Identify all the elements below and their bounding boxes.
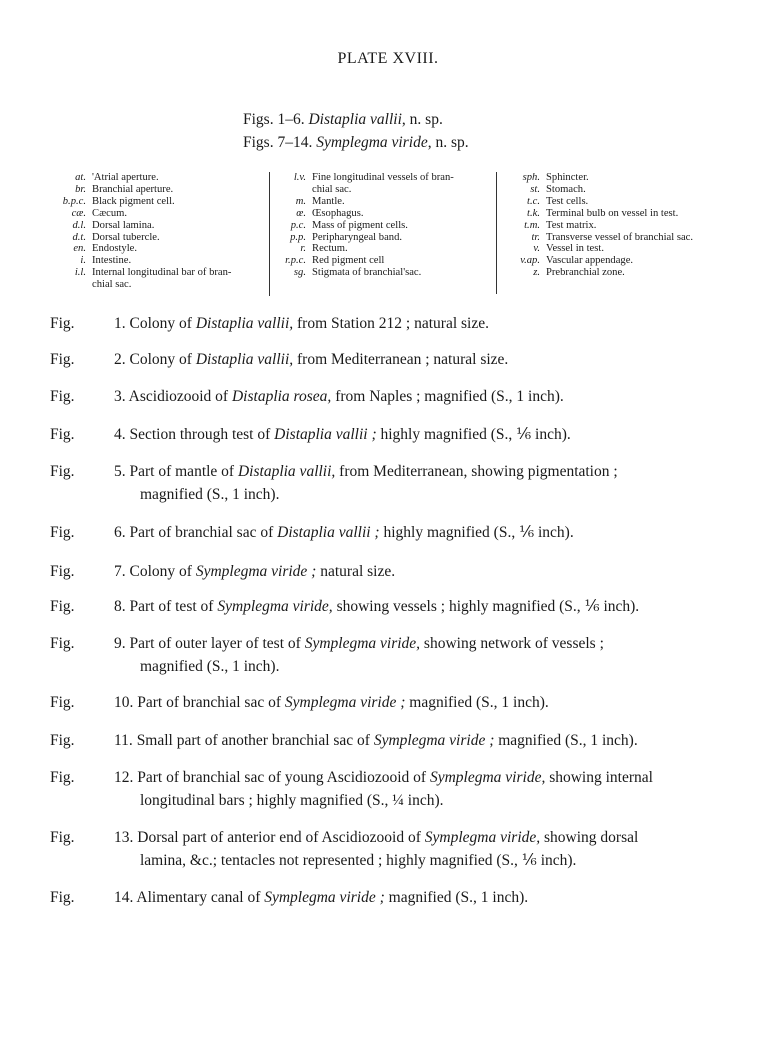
figure-number: 12. xyxy=(114,769,134,786)
abbreviation-key: cæ. xyxy=(71,207,86,219)
figure-number: 7. xyxy=(114,563,126,580)
figure-number: 13. xyxy=(114,829,134,846)
abbreviation-entry xyxy=(40,255,270,267)
abbreviation-key: t.m. xyxy=(524,219,540,231)
figure-label: Fig. xyxy=(50,524,75,541)
figure-desc-pre: Dorsal part of anterior end of Ascidiozooid of xyxy=(137,829,425,846)
abbreviation-entry xyxy=(490,255,730,267)
abbreviation-key: r.p.c. xyxy=(285,255,306,267)
figure-caption xyxy=(50,595,740,618)
abbreviations-column-2 xyxy=(274,172,494,279)
abbreviation-entry xyxy=(40,208,270,220)
figure-desc-pre: Section through test of xyxy=(129,426,275,443)
abbreviation-value: Vascular appendage. xyxy=(546,255,634,267)
figure-label: Fig. xyxy=(50,769,75,786)
figure-label: Fig. xyxy=(50,563,75,580)
figure-text xyxy=(114,691,740,714)
abbreviation-value: 'Atrial aperture. xyxy=(92,172,159,183)
abbreviation-entry xyxy=(490,196,730,208)
figure-species: Distaplia vallii, xyxy=(195,315,294,332)
figure-desc-post: highly magnified (S., ⅙ inch). xyxy=(376,426,571,443)
figure-desc-post: from Mediterranean ; natural size. xyxy=(293,351,509,368)
abbreviation-value: Test cells. xyxy=(546,195,589,207)
figure-species: Distaplia vallii, xyxy=(195,351,294,368)
figure-number: 6. xyxy=(114,524,126,541)
figure-text xyxy=(114,385,740,408)
figure-text xyxy=(114,632,740,678)
species-name: Symplegma viride xyxy=(316,134,428,151)
figure-text xyxy=(114,729,740,752)
abbreviation-entry xyxy=(274,172,494,184)
figure-desc-pre: Part of branchial sac of xyxy=(129,524,278,541)
abbreviation-value: Peripharyngeal band. xyxy=(312,231,403,243)
abbreviation-key xyxy=(274,184,312,196)
figure-desc-post: showing vessels ; highly magnified (S., ⅙ inch). xyxy=(332,598,640,615)
figure-species: Symplegma viride, xyxy=(424,829,541,846)
figure-desc-post: showing internal xyxy=(545,769,653,786)
abbreviation-entry xyxy=(490,208,730,220)
abbreviation-value: Internal longitudinal bar of bran- xyxy=(92,267,232,279)
figure-species: Symplegma viride ; xyxy=(373,732,495,749)
abbreviation-value: Mass of pigment cells. xyxy=(312,219,408,231)
figure-caption xyxy=(50,423,740,446)
figure-species: Symplegma viride ; xyxy=(195,563,317,580)
figure-number: 1. xyxy=(114,315,126,332)
abbreviation-value: Fine longitudinal vessels of bran- xyxy=(312,172,454,183)
figure-number: 10. xyxy=(114,694,134,711)
abbreviation-key: st. xyxy=(530,183,540,195)
abbreviation-value: Œsophagus. xyxy=(312,207,364,219)
figure-number: 5. xyxy=(114,463,126,480)
species-line-suffix: , n. sp. xyxy=(427,134,469,151)
figure-caption xyxy=(50,348,740,371)
abbreviation-value: Vessel in test. xyxy=(546,243,604,255)
abbreviation-value: Intestine. xyxy=(92,255,132,267)
abbreviation-key: sg. xyxy=(293,267,306,279)
abbreviation-key: p.p. xyxy=(290,231,306,243)
figure-label: Fig. xyxy=(50,351,75,368)
species-line-prefix: Figs. 1–6. xyxy=(243,111,305,128)
figure-desc-continuation: magnified (S., 1 inch). xyxy=(140,658,280,675)
abbreviation-value: chial sac. xyxy=(312,183,352,195)
abbreviation-key: l.v. xyxy=(293,172,306,183)
abbreviation-entry xyxy=(274,196,494,208)
figure-label: Fig. xyxy=(50,463,75,480)
figure-text xyxy=(114,826,740,872)
figure-label: Fig. xyxy=(50,889,75,906)
abbreviation-key: d.t. xyxy=(72,231,86,243)
plate-title: PLATE XVIII. xyxy=(337,50,439,67)
abbreviation-value: Branchial aperture. xyxy=(92,183,174,195)
abbreviation-value: Dorsal tubercle. xyxy=(92,231,160,243)
figure-number: 9. xyxy=(114,635,126,652)
figure-label: Fig. xyxy=(50,694,75,711)
abbreviation-key: at. xyxy=(75,172,86,183)
figure-caption xyxy=(50,460,740,506)
abbreviation-value: Sphincter. xyxy=(546,172,589,183)
abbreviation-entry xyxy=(490,232,730,244)
abbreviation-entry xyxy=(490,243,730,255)
abbreviation-key: d.l. xyxy=(72,219,86,231)
figure-caption xyxy=(50,312,740,335)
abbreviation-value: Stomach. xyxy=(546,183,586,195)
abbreviation-key: œ. xyxy=(296,207,306,219)
figure-desc-pre: Part of branchial sac of young Ascidiozooid of xyxy=(137,769,430,786)
abbreviation-value: Mantle. xyxy=(312,195,345,207)
figure-desc-post: from Station 212 ; natural size. xyxy=(293,315,489,332)
figure-label: Fig. xyxy=(50,829,75,846)
figure-desc-pre: Part of mantle of xyxy=(129,463,238,480)
figure-desc-pre: Colony of xyxy=(129,315,196,332)
abbreviation-key: m. xyxy=(295,195,306,207)
figure-number: 4. xyxy=(114,426,126,443)
abbreviation-value: Rectum. xyxy=(312,243,348,255)
figure-caption xyxy=(50,729,740,752)
abbreviation-entry xyxy=(490,184,730,196)
figure-label: Fig. xyxy=(50,315,75,332)
figure-desc-post: magnified (S., 1 inch). xyxy=(494,732,638,749)
figure-caption xyxy=(50,766,740,812)
figure-desc-post: from Mediterranean, showing pigmentation ; xyxy=(335,463,618,480)
abbreviation-value: Transverse vessel of branchial sac. xyxy=(546,231,693,243)
abbreviation-value: Cæcum. xyxy=(92,207,128,219)
abbreviation-value: Dorsal lamina. xyxy=(92,219,155,231)
abbreviations-column-1 xyxy=(40,172,270,291)
figure-number: 2. xyxy=(114,351,126,368)
figure-caption xyxy=(50,886,740,909)
abbreviation-key: p.c. xyxy=(290,219,306,231)
figure-caption xyxy=(50,385,740,408)
figure-text xyxy=(114,766,740,812)
figure-species: Distaplia vallii, xyxy=(237,463,336,480)
figure-label: Fig. xyxy=(50,426,75,443)
figure-species: Distaplia rosea, xyxy=(231,388,332,405)
figure-species: Symplegma viride, xyxy=(304,635,421,652)
figure-label: Fig. xyxy=(50,732,75,749)
abbreviation-key: v.ap. xyxy=(520,255,540,267)
abbreviation-entry xyxy=(490,267,730,279)
figure-desc-post: showing network of vessels ; xyxy=(420,635,604,652)
abbreviation-key: tr. xyxy=(531,231,540,243)
figure-desc-pre: Part of branchial sac of xyxy=(137,694,285,711)
figure-desc-continuation: longitudinal bars ; highly magnified (S., ¼ inch). xyxy=(140,792,444,809)
abbreviation-key: b.p.c. xyxy=(62,195,86,207)
abbreviation-value: Red pigment cell xyxy=(312,255,385,267)
figure-desc-post: natural size. xyxy=(316,563,396,580)
figure-caption xyxy=(50,691,740,714)
figure-desc-pre: Colony of xyxy=(129,563,196,580)
abbreviation-entry xyxy=(274,267,494,279)
figure-number: 11. xyxy=(114,732,133,749)
abbreviation-entry xyxy=(274,208,494,220)
figure-desc-pre: Part of outer layer of test of xyxy=(129,635,305,652)
figure-species: Symplegma viride, xyxy=(217,598,333,615)
abbreviation-key: v. xyxy=(533,243,540,255)
figure-desc-post: magnified (S., 1 inch). xyxy=(405,694,549,711)
abbreviation-entry xyxy=(274,255,494,267)
figure-text xyxy=(114,348,740,371)
abbreviation-key: i.l. xyxy=(74,267,86,279)
abbreviation-entry xyxy=(40,279,270,291)
figure-number: 8. xyxy=(114,598,126,615)
abbreviation-key xyxy=(40,279,92,291)
abbreviation-key: en. xyxy=(73,243,86,255)
abbreviation-entry xyxy=(274,243,494,255)
figure-text xyxy=(114,560,740,583)
figure-desc-post: showing dorsal xyxy=(540,829,639,846)
figure-desc-post: magnified (S., 1 inch). xyxy=(384,889,529,906)
figure-desc-post: from Naples ; magnified (S., 1 inch). xyxy=(331,388,564,405)
figure-species: Distaplia vallii ; xyxy=(277,524,380,541)
abbreviation-entry xyxy=(40,172,270,184)
figure-number: 14. xyxy=(114,889,134,906)
species-name: Distaplia vallii xyxy=(308,111,402,128)
figure-caption xyxy=(50,521,740,544)
figure-label: Fig. xyxy=(50,635,75,652)
figure-desc-pre: Colony of xyxy=(129,351,196,368)
abbreviation-value: Terminal bulb on vessel in test. xyxy=(546,207,679,219)
abbreviation-entry xyxy=(40,196,270,208)
figure-caption xyxy=(50,826,740,872)
abbreviation-key: br. xyxy=(75,183,86,195)
abbreviation-entry xyxy=(274,184,494,196)
abbreviation-key: sph. xyxy=(522,172,540,183)
figure-desc-post: highly magnified (S., ⅙ inch). xyxy=(379,524,574,541)
abbreviation-value: Black pigment cell. xyxy=(92,195,175,207)
figure-text xyxy=(114,886,740,909)
figure-desc-continuation: lamina, &c.; tentacles not represented ; highly magnified (S., ⅙ inch). xyxy=(140,852,577,869)
figure-caption xyxy=(50,560,740,583)
species-line-prefix: Figs. 7–14. xyxy=(243,134,313,151)
abbreviation-entry xyxy=(40,220,270,232)
abbreviation-entry xyxy=(274,220,494,232)
abbreviation-entry xyxy=(40,243,270,255)
abbreviation-entry xyxy=(40,267,270,279)
species-line-1 xyxy=(243,111,443,129)
figure-desc-pre: Alimentary canal of xyxy=(136,889,265,906)
figure-text xyxy=(114,312,740,335)
abbreviations-column-3 xyxy=(490,172,730,279)
figure-caption xyxy=(50,632,740,678)
figure-label: Fig. xyxy=(50,388,75,405)
abbreviation-key: z. xyxy=(533,267,540,279)
figure-text xyxy=(114,521,740,544)
figure-species: Distaplia vallii ; xyxy=(274,426,377,443)
abbreviation-value: Prebranchial zone. xyxy=(546,267,625,279)
figure-desc-pre: Small part of another branchial sac of xyxy=(136,732,374,749)
species-line-suffix: , n. sp. xyxy=(401,111,443,128)
abbreviation-value: Test matrix. xyxy=(546,219,597,231)
column-divider xyxy=(269,172,270,296)
abbreviation-entry xyxy=(40,232,270,244)
abbreviation-key: r. xyxy=(300,243,306,255)
figure-species: Symplegma viride ; xyxy=(284,694,406,711)
figure-text xyxy=(114,423,740,446)
species-line-2 xyxy=(243,134,469,152)
figure-species: Symplegma viride ; xyxy=(264,889,385,906)
figure-desc-pre: Part of test of xyxy=(129,598,218,615)
abbreviation-entry xyxy=(490,220,730,232)
figure-label: Fig. xyxy=(50,598,75,615)
figure-desc-pre: Ascidiozooid of xyxy=(128,388,232,405)
figure-text xyxy=(114,460,740,506)
figure-number: 3. xyxy=(114,388,126,405)
abbreviation-entry xyxy=(490,172,730,184)
abbreviation-key: i. xyxy=(80,255,86,267)
abbreviation-value: Stigmata of branchial'sac. xyxy=(312,267,422,279)
figure-species: Symplegma viride, xyxy=(429,769,546,786)
figure-desc-continuation: magnified (S., 1 inch). xyxy=(140,486,280,503)
abbreviation-value: chial sac. xyxy=(92,279,132,291)
figure-text xyxy=(114,595,740,618)
abbreviation-entry xyxy=(274,232,494,244)
abbreviation-value: Endostyle. xyxy=(92,243,138,255)
abbreviation-key: t.c. xyxy=(527,195,540,207)
abbreviation-key: t.k. xyxy=(527,207,540,219)
abbreviation-entry xyxy=(40,184,270,196)
